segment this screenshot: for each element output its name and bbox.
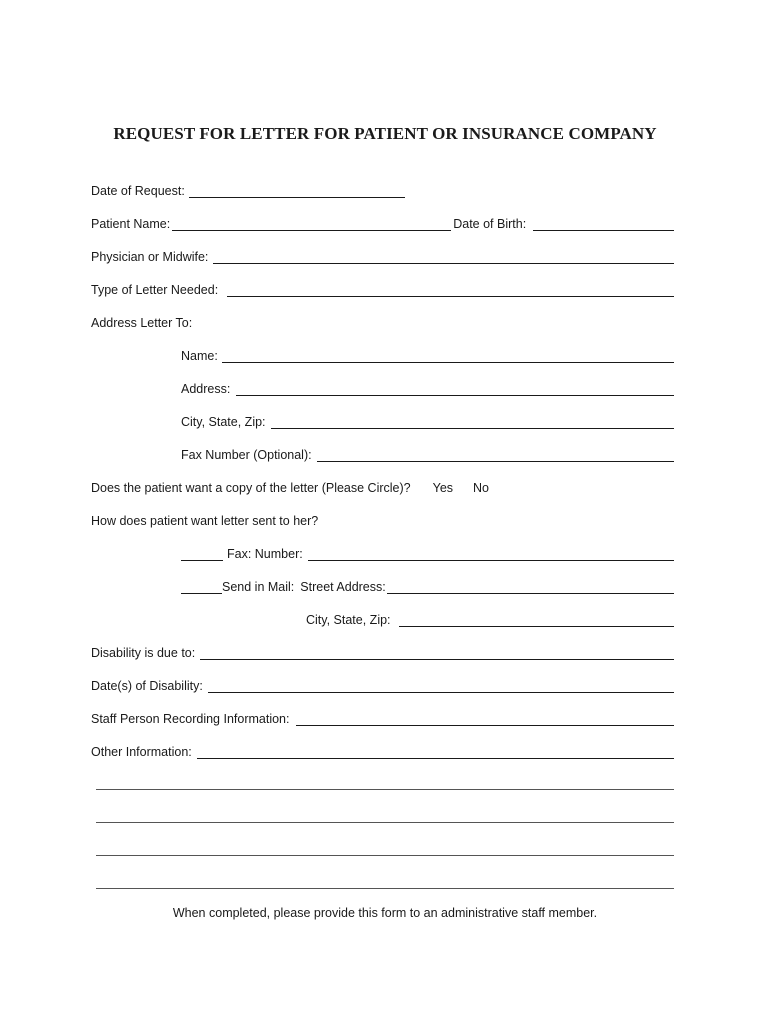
form-title: REQUEST FOR LETTER FOR PATIENT OR INSURANCE COMPANY xyxy=(113,124,657,143)
recipient-name-field[interactable] xyxy=(222,349,674,363)
date-of-birth-field[interactable] xyxy=(533,217,674,231)
physician-field[interactable] xyxy=(213,250,674,264)
recipient-address-row xyxy=(181,380,674,398)
patient-name-label: Patient Name: xyxy=(91,217,171,231)
letter-type-row xyxy=(91,281,674,299)
date-of-request-row xyxy=(91,182,405,200)
fax-number-field[interactable] xyxy=(308,547,674,561)
recipient-fax-row xyxy=(181,446,674,464)
street-address-label: Street Address: xyxy=(300,580,386,594)
delivery-question-label: How does patient want letter sent to her? xyxy=(91,514,319,528)
staff-person-row xyxy=(91,710,674,728)
recipient-fax-field[interactable] xyxy=(317,448,674,462)
mail-city-field[interactable] xyxy=(399,613,674,627)
physician-row xyxy=(91,248,674,266)
disability-dates-label: Date(s) of Disability: xyxy=(91,679,203,693)
letter-type-label: Type of Letter Needed: xyxy=(91,283,219,297)
other-info-line-2[interactable] xyxy=(96,789,674,790)
other-info-line-5[interactable] xyxy=(96,888,674,889)
date-of-request-label: Date of Request: xyxy=(91,184,185,198)
address-to-row xyxy=(91,314,192,332)
other-info-row xyxy=(91,743,674,761)
recipient-address-field[interactable] xyxy=(236,382,674,396)
patient-name-field[interactable] xyxy=(172,217,451,231)
mail-city-row xyxy=(306,611,674,629)
fax-option-checkbox-line[interactable] xyxy=(181,547,223,561)
disability-cause-field[interactable] xyxy=(200,646,674,660)
other-info-label: Other Information: xyxy=(91,745,192,759)
recipient-address-label: Address: xyxy=(181,382,231,396)
mail-option-checkbox-line[interactable] xyxy=(181,580,222,594)
other-info-field[interactable] xyxy=(197,745,674,759)
other-info-line-3[interactable] xyxy=(96,822,674,823)
recipient-name-label: Name: xyxy=(181,349,218,363)
street-address-field[interactable] xyxy=(387,580,674,594)
mail-option-row xyxy=(181,578,674,596)
other-info-line-4[interactable] xyxy=(96,855,674,856)
mail-option-label: Send in Mail: xyxy=(222,580,295,594)
recipient-city-label: City, State, Zip: xyxy=(181,415,266,429)
date-of-birth-label: Date of Birth: xyxy=(453,217,527,231)
mail-city-label: City, State, Zip: xyxy=(306,613,391,627)
date-of-request-field[interactable] xyxy=(189,184,405,198)
disability-dates-row xyxy=(91,677,674,695)
disability-cause-label: Disability is due to: xyxy=(91,646,196,660)
copy-question-label: Does the patient want a copy of the letter (Please Circle)? xyxy=(91,481,411,495)
fax-option-label: Fax: Number: xyxy=(227,547,303,561)
staff-person-label: Staff Person Recording Information: xyxy=(91,712,290,726)
recipient-city-row xyxy=(181,413,674,431)
staff-person-field[interactable] xyxy=(296,712,675,726)
disability-dates-field[interactable] xyxy=(208,679,674,693)
recipient-city-field[interactable] xyxy=(271,415,674,429)
fax-option-row xyxy=(181,545,674,563)
recipient-fax-label: Fax Number (Optional): xyxy=(181,448,312,462)
patient-name-row xyxy=(91,215,674,233)
copy-question-row xyxy=(91,479,489,497)
no-option[interactable]: No xyxy=(473,481,490,495)
recipient-name-row xyxy=(181,347,674,365)
physician-label: Physician or Midwife: xyxy=(91,250,209,264)
letter-type-field[interactable] xyxy=(227,283,674,297)
delivery-question-row xyxy=(91,512,318,530)
address-to-label: Address Letter To: xyxy=(91,316,193,330)
yes-option[interactable]: Yes xyxy=(432,481,454,495)
disability-cause-row xyxy=(91,644,674,662)
footer-instructions: When completed, please provide this form to an administrative staff member. xyxy=(172,906,598,920)
